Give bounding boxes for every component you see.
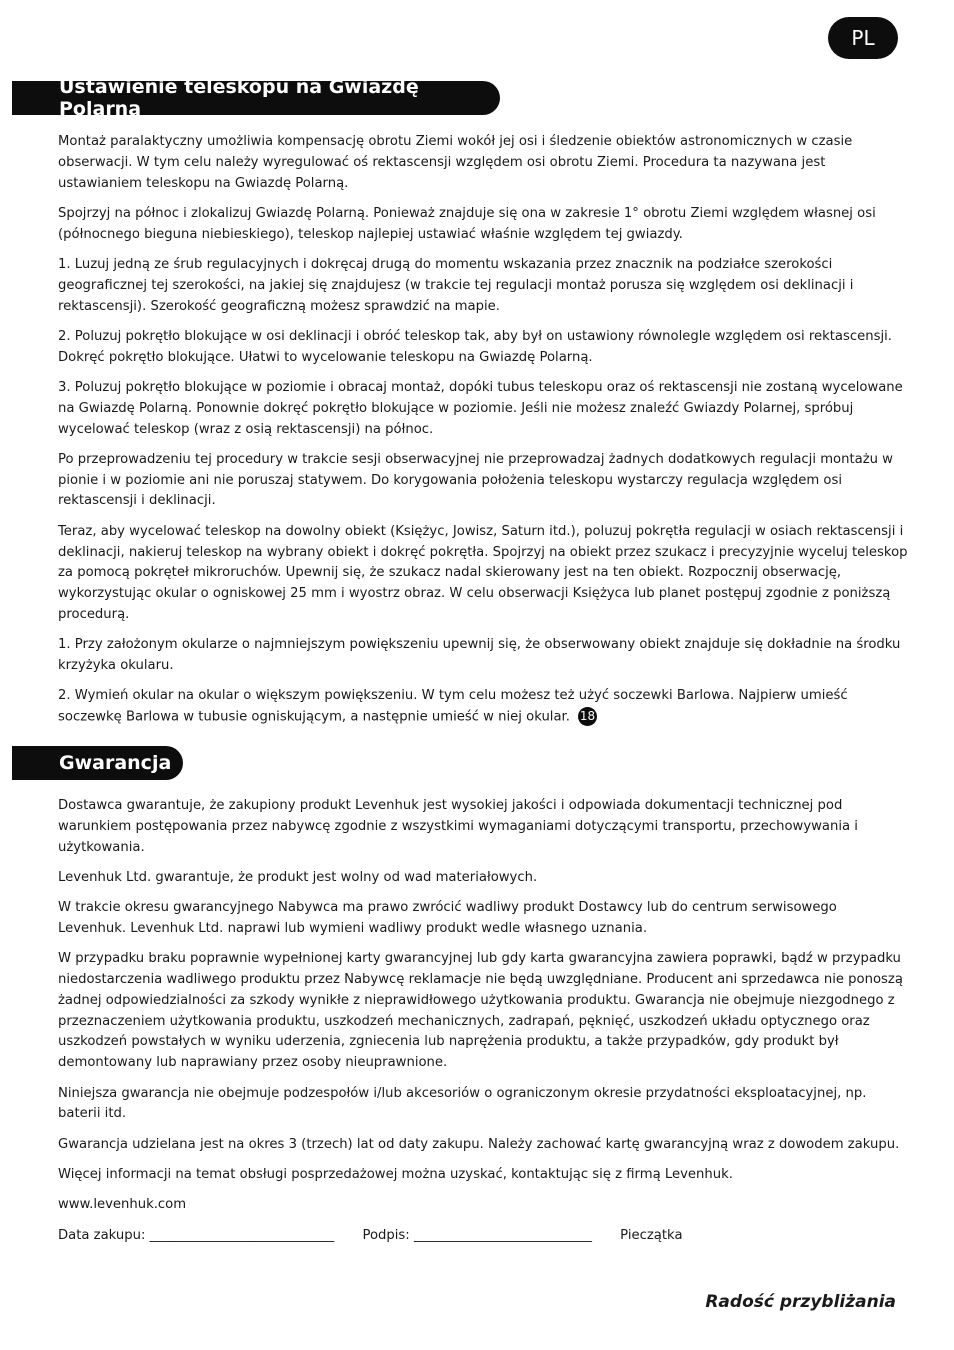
figure-reference-badge: 18 <box>578 707 597 726</box>
paragraph: 1. Przy założonym okularze o najmniejszym powiększeniu upewnij się, że obserwowany obiekt znajduje się dokładnie na środku krzyżyka okularu. <box>58 637 901 674</box>
paragraph: 3. Poluzuj pokrętło blokujące w poziomie i obracaj montaż, dopóki tubus teleskopu oraz oś rektascensji nie zostaną wycelowane na Gwiazdę Polarną. Ponownie dokręć pokrętło blokujące w poziomie. Jeśli nie możesz znaleźć Gwiazdy Polarnej, spróbuj wycelować teleskop (wraz z osią rektascensji) na północ. <box>58 379 903 437</box>
paragraph: Levenhuk Ltd. gwarantuje, że produkt jest wolny od wad materiałowych. <box>58 869 538 885</box>
paragraph: Niniejsza gwarancja nie obejmuje podzespołów i/lub akcesoriów o ograniczonym okresie przydatności eksploatacyjnej, np. baterii itd. <box>58 1085 867 1122</box>
purchase-date-field: Data zakupu: ____________________________ <box>58 1227 335 1243</box>
section-title-warranty <box>12 746 183 780</box>
section-title-text: Gwarancja <box>59 752 172 774</box>
section-title-text: Ustawienie teleskopu na Gwiazdę Polarną <box>59 76 419 120</box>
polar-alignment-body <box>58 132 908 738</box>
paragraph: 2. Poluzuj pokrętło blokujące w osi deklinacji i obróć teleskop tak, aby był on ustawiony równolegle względem osi rektascensji. Dokręć pokrętło blokujące. Ułatwi to wycelowanie teleskopu na Gwiazdę Polarną. <box>58 328 892 365</box>
paragraph: W trakcie okresu gwarancyjnego Nabywca ma prawo zwrócić wadliwy produkt Dostawcy lub do centrum serwisowego Levenhuk. Levenhuk Ltd. naprawi lub wymieni wadliwy produkt wedle własnego uznania. <box>58 900 837 936</box>
warranty-body <box>58 796 908 1256</box>
paragraph: 1. Luzuj jedną ze śrub regulacyjnych i dokręcaj drugą do momentu wskazania przez znacznik na podziałce szerokości geograficznej tej szerokości, na jakiej się znajdujesz (w trakcie tej regulacji montaż porusza się względem osi deklinacji i rektascensji). Szerokość geograficzną możesz sprawdzić na mapie. <box>58 256 854 314</box>
website-link[interactable]: www.levenhuk.com <box>58 1197 187 1213</box>
brand-tagline: Radość przybliżania <box>705 1292 896 1312</box>
section-title-polar-alignment <box>12 76 500 120</box>
stamp-label: Pieczątka <box>620 1227 683 1243</box>
paragraph: Teraz, aby wycelować teleskop na dowolny obiekt (Księżyc, Jowisz, Saturn itd.), poluzuj pokrętła regulacji w osiach rektascensji i deklinacji, nakieruj teleskop na wybrany obiekt i dokręć pokrętła. Spojrzyj na obiekt przez szukacz i precyzyjnie wyceluj teleskop za pomocą pokręteł mikroruchów. Upewnij się, że szukacz nadal skierowany jest na ten obiekt. Rozpocznij obserwację, wykorzystując okular o ogniskowej 25 mm i wyostrz obraz. W celu obserwacji Księżyca lub planet postępuj zgodnie z poniższą procedurą. <box>58 523 908 622</box>
paragraph: Więcej informacji na temat obsługi posprzedażowej można uzyskać, kontaktując się z firmą Levenhuk. <box>58 1166 733 1182</box>
paragraph: Po przeprowadzeniu tej procedury w trakcie sesji obserwacyjnej nie przeprowadzaj żadnych dodatkowych regulacji montażu w pionie i w poziomie ani nie poruszaj statywem. Do korygowania położenia teleskopu wystarczy regulacja względem osi rektascensji i deklinacji. <box>58 451 893 509</box>
paragraph: Dostawca gwarantuje, że zakupiony produkt Levenhuk jest wysokiej jakości i odpowiada dokumentacji technicznej pod warunkiem postępowania przez nabywcę zgodnie z wszystkimi wymaganiami dotyczącymi transportu, przechowywania i użytkowania. <box>58 798 858 855</box>
paragraph: Gwarancja udzielana jest na okres 3 (trzech) lat od daty zakupu. Należy zachować kartę gwarancyjną wraz z dowodem zakupu. <box>58 1136 900 1152</box>
signature-line <box>58 1226 908 1247</box>
paragraph: Montaż paralaktyczny umożliwia kompensację obrotu Ziemi wokół jej osi i śledzenie obiektów astronomicznych w czasie obserwacji. W tym celu należy wyregulować oś rektascensji względem osi obrotu Ziemi. Procedura ta nazywana jest ustawianiem teleskopu na Gwiazdę Polarną. <box>58 134 853 191</box>
paragraph <box>58 686 908 728</box>
paragraph: W przypadku braku poprawnie wypełnionej karty gwarancyjnej lub gdy karta gwarancyjna zawiera poprawki, bądź w przypadku niedostarczenia wadliwego produktu przez Nabywcę reklamacje nie będą uwzględniane. Producent ani sprzedawca nie ponoszą żadnej odpowiedzialności za szkody wynikłe z nieprawidłowego użytkowania produktu. Gwarancja nie obejmuje niezgodnego z przeznaczeniem użytkowania produktu, uszkodzeń mechanicznych, zadrapań, pęknięć, uszkodzeń układu optycznego oraz uszkodzeń powstałych w wyniku uderzenia, zgniecenia lub naprężenia produktu, a także przypadków, gdy produkt był demontowany lub naprawiany przez osoby nieuprawnione. <box>58 951 903 1071</box>
signature-field: Podpis: ___________________________ <box>362 1227 592 1243</box>
paragraph-text: 2. Wymień okular na okular o większym powiększeniu. W tym celu możesz też użyć soczewki Barlowa. Najpierw umieść soczewkę Barlowa w tubusie ogniskującym, a następnie umieść w niej okular. <box>58 688 848 725</box>
language-badge: PL <box>828 17 898 59</box>
paragraph: Spojrzyj na północ i zlokalizuj Gwiazdę Polarną. Ponieważ znajduje się ona w zakresie 1° obrotu Ziemi względem własnej osi (północnego bieguna niebieskiego), teleskop najlepiej ustawiać właśnie względem tej gwiazdy. <box>58 205 876 242</box>
